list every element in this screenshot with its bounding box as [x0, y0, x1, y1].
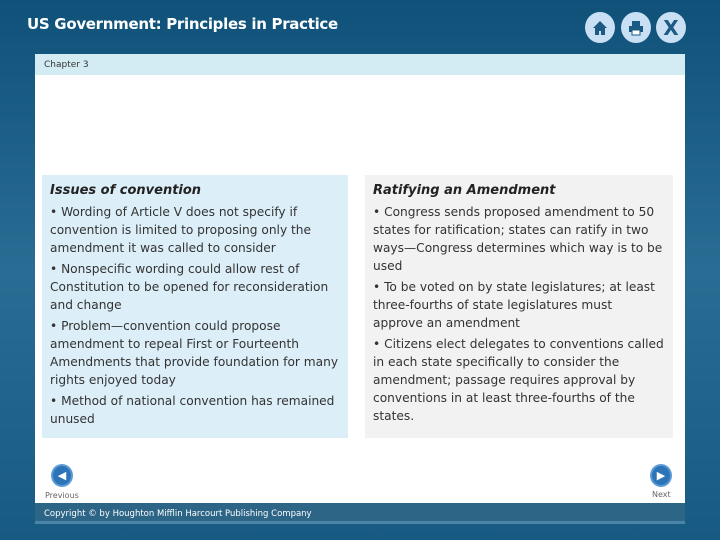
- arrow-right-icon: ▶: [656, 469, 666, 482]
- arrow-left-icon: ◀: [57, 469, 67, 482]
- slide-panel: [35, 54, 685, 524]
- print-button[interactable]: [621, 12, 651, 43]
- next-label[interactable]: Next: [652, 490, 671, 499]
- list-item: • Problem—convention could propose amendment to repeal First or Fourteenth Amendments that provide foundation for many rights enjoyed today: [50, 319, 339, 387]
- next-button[interactable]: [650, 464, 672, 487]
- list-item: • Method of national convention has remained unused: [50, 394, 335, 426]
- list-item: • Congress sends proposed amendment to 50 states for ratification; states can ratify in two ways—Congress determines which way is to be used: [373, 205, 663, 273]
- app-title: US Government: Principles in Practice: [27, 15, 338, 33]
- previous-label[interactable]: Previous: [45, 491, 79, 500]
- print-icon: [628, 20, 644, 36]
- list-item: • To be voted on by state legislatures; at least three-fourths of state legislatures must approve an amendment: [373, 280, 655, 330]
- chapter-label: Chapter 3: [35, 54, 685, 75]
- ratifying-heading: Ratifying an Amendment: [373, 183, 556, 198]
- list-item: • Citizens elect delegates to conventions called in each state specifically to consider the amendment; passage requires approval by conventions in at least three-fourths of the states.: [373, 337, 664, 423]
- home-icon: [592, 20, 608, 36]
- home-button[interactable]: [585, 12, 615, 43]
- issues-box: [42, 175, 348, 438]
- previous-button[interactable]: [51, 464, 73, 487]
- list-item: • Wording of Article V does not specify if convention is limited to proposing only the amendment it was called to consider: [50, 205, 312, 255]
- issues-heading: Issues of convention: [50, 183, 202, 198]
- ratifying-box: [365, 175, 673, 438]
- copyright-footer: Copyright © by Houghton Mifflin Harcourt Publishing Company: [35, 503, 685, 524]
- close-button[interactable]: X: [656, 12, 686, 43]
- list-item: • Nonspecific wording could allow rest of Constitution to be opened for reconsideration and change: [50, 262, 329, 312]
